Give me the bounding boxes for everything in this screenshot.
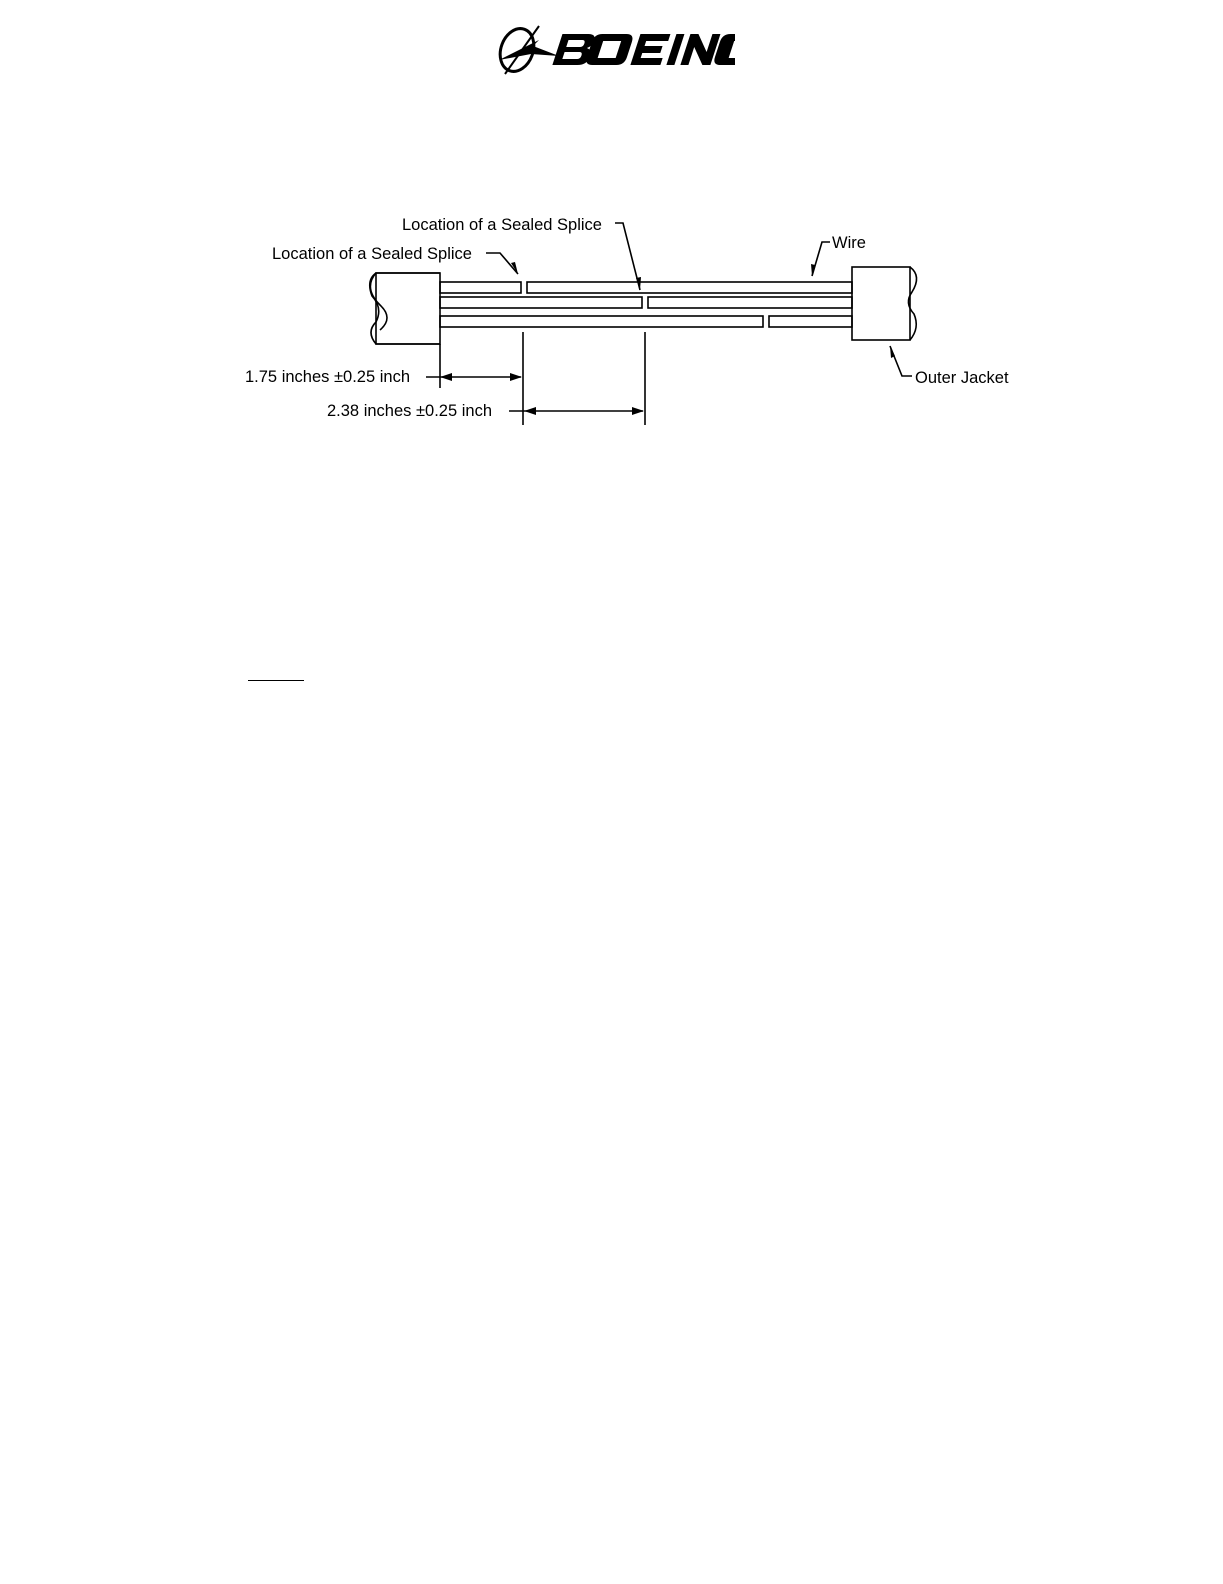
leader-wire xyxy=(812,242,830,276)
wire-row-1 xyxy=(440,282,852,293)
label-splice-lower: Location of a Sealed Splice xyxy=(272,245,472,263)
arrowhead xyxy=(632,407,644,415)
left-outer-jacket xyxy=(370,273,440,344)
wire-row-3 xyxy=(440,316,852,327)
wire-splice-diagram xyxy=(0,0,1223,460)
label-splice-upper: Location of a Sealed Splice xyxy=(402,216,602,234)
label-outer-jacket: Outer Jacket xyxy=(915,369,1009,387)
arrowhead xyxy=(524,407,536,415)
label-wire: Wire xyxy=(832,234,866,252)
arrowhead xyxy=(510,373,522,381)
dimension-label-2: 2.38 inches ±0.25 inch xyxy=(327,402,492,420)
note-underline xyxy=(248,680,304,681)
dimension-label-1: 1.75 inches ±0.25 inch xyxy=(245,368,410,386)
leader-outer-jacket xyxy=(890,346,912,376)
arrowhead xyxy=(890,346,895,358)
arrowhead xyxy=(440,373,452,381)
wire-row-2 xyxy=(440,297,852,308)
leader-splice-upper xyxy=(615,223,640,290)
right-outer-jacket xyxy=(852,267,917,340)
